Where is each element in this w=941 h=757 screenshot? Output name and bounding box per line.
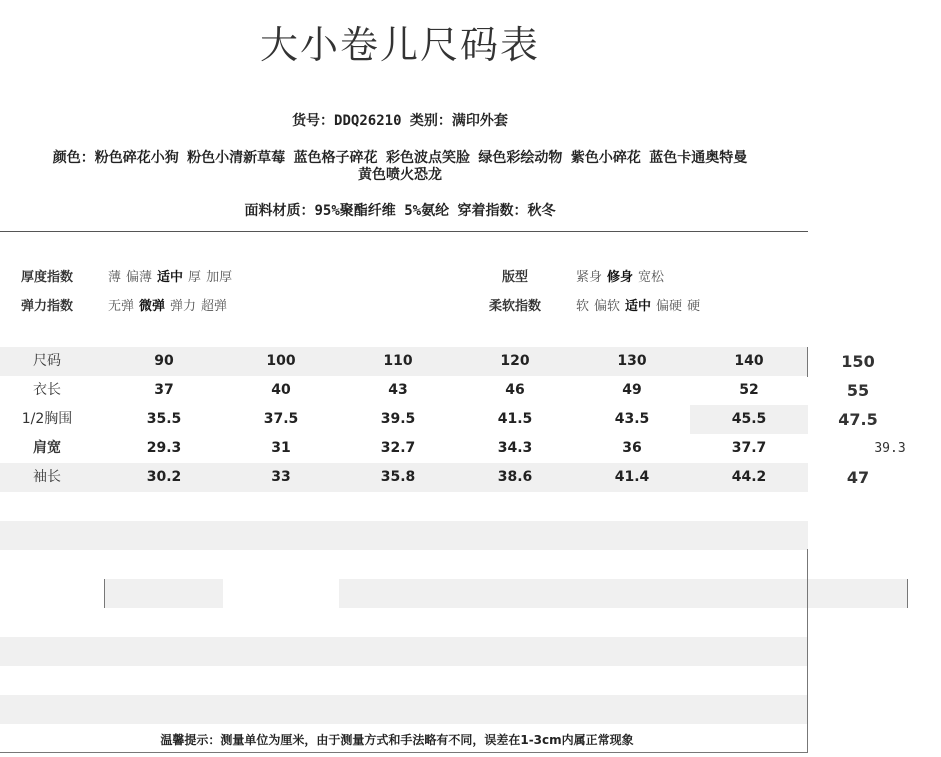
- fit-label: 版型: [502, 270, 529, 285]
- table-band-segment: [105, 579, 223, 608]
- table-band: [0, 521, 808, 550]
- softness-option: 偏软: [594, 299, 621, 314]
- footnote: 温馨提示：测量单位为厘米，由于测量方式和手法略有不同，误差在1-3cm内属正常现象: [160, 733, 634, 747]
- product-code-category: 货号：DDQ26210 类别：满印外套: [292, 113, 508, 129]
- table-cell: 49: [622, 382, 642, 398]
- thickness-option: 加厚: [206, 270, 233, 285]
- size-cell: 120: [500, 353, 530, 369]
- size-cell: 110: [383, 353, 413, 369]
- table-cell: 38.6: [497, 469, 533, 485]
- fit-option: 宽松: [638, 270, 665, 285]
- elasticity-option-selected: 微弹: [139, 299, 166, 314]
- color-list-line-2: 黄色喷火恐龙: [358, 167, 442, 183]
- table-cell: 43: [388, 382, 408, 398]
- color-list-line-1: 颜色：粉色碎花小狗 粉色小清新草莓 蓝色格子碎花 彩色波点笑脸 绿色彩绘动物 紫色小碎花 蓝色卡通奥特曼: [52, 150, 748, 166]
- table-border: [807, 549, 808, 753]
- table-border: [907, 579, 908, 608]
- table-cell: 35.5: [146, 411, 182, 427]
- table-cell: 37: [154, 382, 174, 398]
- elasticity-option: 超弹: [201, 299, 228, 314]
- table-band: [0, 695, 808, 724]
- thickness-label: 厚度指数: [21, 270, 74, 285]
- softness-option-selected: 适中: [625, 299, 652, 314]
- table-cell: 31: [271, 440, 291, 456]
- table-cell-extra: 55: [846, 381, 870, 400]
- fit-options: [576, 266, 669, 285]
- table-cell: 41.4: [614, 469, 650, 485]
- table-cell: 33: [271, 469, 291, 485]
- thickness-options: [108, 266, 237, 285]
- elasticity-option: 弹力: [170, 299, 197, 314]
- thickness-option: 薄: [108, 270, 122, 285]
- table-border: [0, 752, 808, 753]
- elasticity-label: 弹力指数: [21, 299, 74, 314]
- table-cell: 39.5: [380, 411, 416, 427]
- table-cell-extra: 47.5: [838, 410, 878, 429]
- size-header-label: 尺码: [33, 353, 61, 369]
- elasticity-option: 无弹: [108, 299, 135, 314]
- material-season: 面料材质：95%聚酯纤维 5%氨纶 穿着指数：秋冬: [244, 203, 556, 219]
- table-cell: 35.8: [380, 469, 416, 485]
- row-label: 袖长: [33, 469, 61, 485]
- softness-label: 柔软指数: [489, 299, 542, 314]
- fit-option-selected: 修身: [607, 270, 634, 285]
- table-cell: 36: [622, 440, 642, 456]
- table-cell: 41.5: [497, 411, 533, 427]
- softness-option: 偏硬: [656, 299, 683, 314]
- table-border: [807, 347, 808, 377]
- table-cell: 46: [505, 382, 525, 398]
- table-band-segment: [339, 579, 908, 608]
- row-label: 肩宽: [33, 440, 61, 456]
- table-cell: 32.7: [380, 440, 416, 456]
- size-cell: 100: [266, 353, 296, 369]
- table-cell: 29.3: [146, 440, 182, 456]
- table-cell: 37.7: [731, 440, 767, 456]
- row-label: 衣长: [33, 382, 61, 398]
- table-cell: 30.2: [146, 469, 182, 485]
- table-cell: 45.5: [731, 411, 767, 427]
- divider: [0, 231, 808, 232]
- table-cell: 34.3: [497, 440, 533, 456]
- table-cell: 40: [271, 382, 291, 398]
- table-cell: 37.5: [263, 411, 299, 427]
- size-cell-extra: 150: [841, 352, 875, 371]
- table-border: [104, 579, 105, 608]
- fit-option: 紧身: [576, 270, 603, 285]
- size-cell: 130: [617, 353, 647, 369]
- table-cell: 43.5: [614, 411, 650, 427]
- softness-options: [576, 295, 705, 314]
- thickness-option: 厚: [188, 270, 202, 285]
- table-cell-extra: 47: [846, 468, 870, 487]
- table-cell-extra: 39.3: [874, 441, 906, 456]
- thickness-option-selected: 适中: [157, 270, 184, 285]
- table-band: [0, 637, 808, 666]
- table-cell: 52: [739, 382, 759, 398]
- page-title: 大小卷儿尺码表: [259, 23, 540, 67]
- size-cell: 90: [154, 353, 174, 369]
- thickness-option: 偏薄: [126, 270, 153, 285]
- size-cell: 140: [734, 353, 764, 369]
- row-label: 1/2胸围: [21, 411, 73, 427]
- elasticity-options: [108, 295, 232, 314]
- softness-option: 硬: [687, 299, 701, 314]
- table-cell: 44.2: [731, 469, 767, 485]
- softness-option: 软: [576, 299, 590, 314]
